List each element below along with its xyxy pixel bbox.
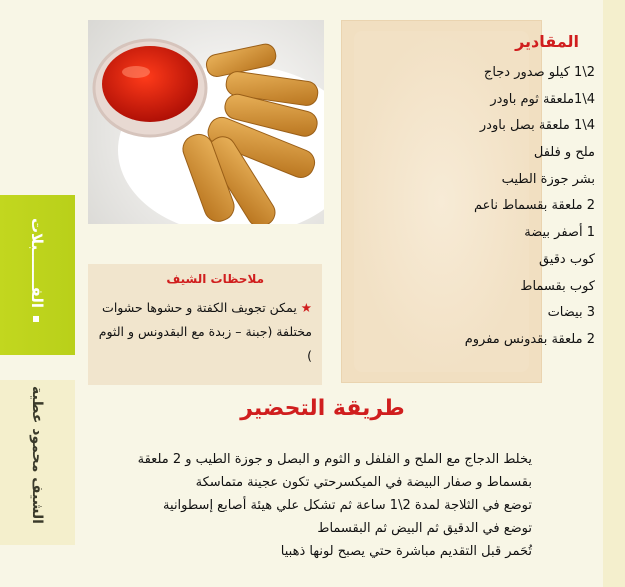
- author-name: الشيف محمود عطية: [29, 386, 45, 524]
- preparation-steps: [92, 448, 532, 563]
- ingredient-item: 1 أصفر بيضة: [524, 225, 595, 241]
- chef-notes-title: ملاحظات الشيف: [166, 272, 264, 286]
- ingredients-title: المقادير: [515, 32, 579, 51]
- preparation-title-text: طريقة التحضير: [240, 396, 405, 421]
- ingredients-list: [465, 60, 595, 354]
- preparation-line: بقسماط و صفار البيضة في الميكسرحتي تكون عجينة متماسكة: [195, 475, 532, 490]
- chicken-fingers-image: [88, 20, 324, 224]
- square-bullet-icon: [34, 316, 40, 322]
- dish-photo: [88, 20, 324, 224]
- star-icon: ★: [300, 300, 312, 315]
- ingredient-item: 2\1 كيلو صدور دجاج: [483, 65, 595, 80]
- preparation-line: توضع في الدقيق ثم البيض ثم البقسماط: [317, 521, 532, 536]
- preparation-line: يخلط الدجاج مع الملح و الفلفل و الثوم و البصل و جوزة الطيب و 2 ملعقة: [137, 452, 532, 467]
- chef-notes-box: [88, 264, 322, 385]
- ingredient-item: 3 بيضات: [547, 305, 595, 321]
- preparation-line: توضع في الثلاجة لمدة 2\1 ساعة ثم تشكل علي هيئة أصابع إسطوانية: [163, 498, 532, 513]
- ingredient-item: 2 ملعقة بقدونس مفروم: [464, 331, 595, 347]
- ingredient-item: 4\1ملعقة ثوم باودر: [490, 91, 595, 107]
- chef-notes-content: يمكن تجويف الكفتة و حشوها حشوات مختلفة (جبنة – زبدة مع البقدونس و الثوم ): [98, 300, 312, 363]
- ingredient-item: بشر جوزة الطيب: [501, 171, 595, 187]
- preparation-line: تُحَمر قبل التقديم مباشرة حتي يصبح لونها ذهبيا: [280, 544, 532, 559]
- preparation-title: [0, 396, 625, 421]
- side-strip: [0, 0, 75, 587]
- chef-notes-text: [94, 296, 312, 368]
- section-label: الفـــــــبلات: [28, 218, 46, 322]
- ingredient-item: 2 ملعقة بقسماط ناعم: [473, 198, 595, 214]
- ingredient-item: 4\1 ملعقة بصل باودر: [479, 118, 595, 134]
- ingredient-item: ملح و فلفل: [533, 145, 595, 161]
- ingredient-item: كوب دقيق: [538, 251, 595, 267]
- ingredient-item: كوب بقسماط: [520, 278, 595, 294]
- page-edge: [603, 0, 625, 587]
